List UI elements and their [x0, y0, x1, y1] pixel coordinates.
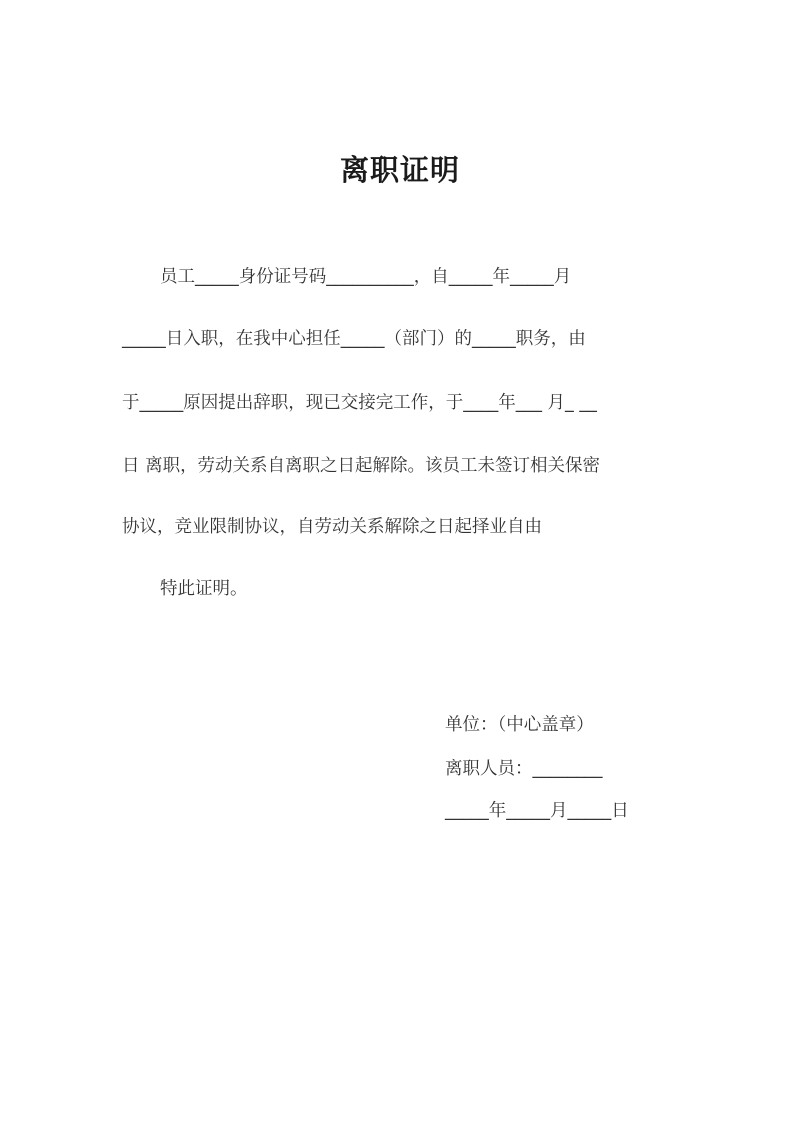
- signature-person: 离职人员：________: [445, 759, 603, 779]
- body-line-3: 于_____原因提出辞职，现已交接完工作，于____年___ 月_ __: [122, 393, 597, 413]
- closing-statement: 特此证明。: [160, 579, 248, 599]
- document-title: 离职证明: [339, 153, 460, 187]
- body-line-5: 协议，竞业限制协议，自劳动关系解除之日起择业自由: [122, 517, 542, 537]
- body-line-1: 员工_____身份证号码__________，自_____年_____月: [160, 267, 572, 287]
- body-line-4: 日 离职，劳动关系自离职之日起解除。该员工未签订相关保密: [122, 456, 601, 476]
- signature-date: _____年_____月_____日: [445, 801, 629, 821]
- body-line-2: _____日入职，在我中心担任_____（部门）的_____职务，由: [122, 329, 586, 349]
- signature-unit: 单位：（中心盖章）: [445, 715, 594, 735]
